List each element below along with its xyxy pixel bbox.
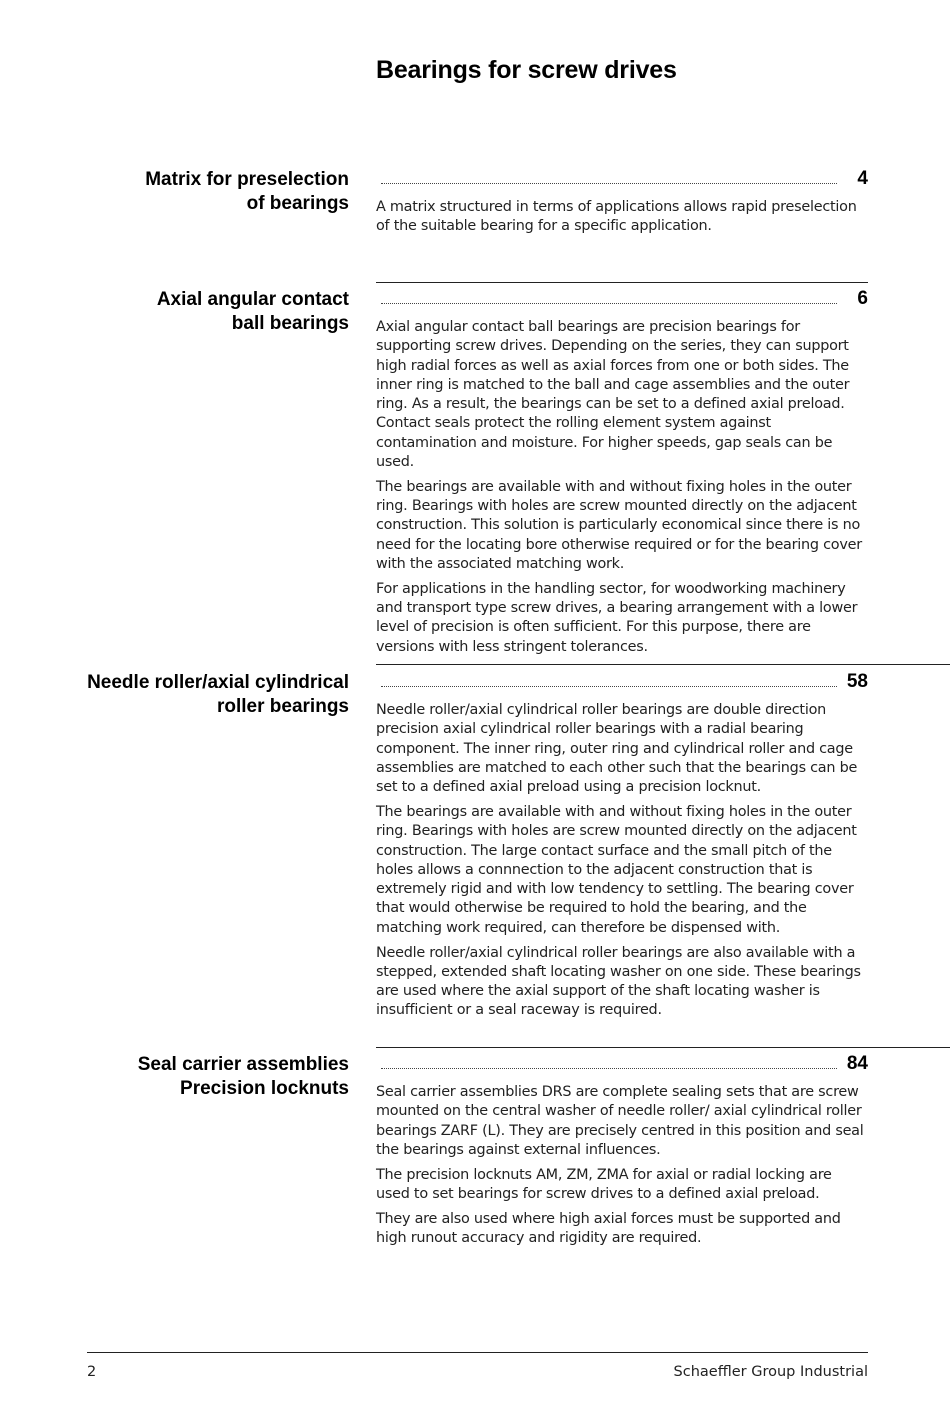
paragraph: For applications in the handling sector, for woodworking machinery and transport type screw drives, a bearing arrangement with a lower level of precision is often sufficient. For this purpose, there are versions with less stringent tolerances.	[376, 580, 858, 655]
heading-line: ball bearings	[231, 313, 349, 334]
heading-line: Matrix for preselection	[145, 169, 349, 190]
section-divider	[376, 664, 950, 665]
paragraph: Needle roller/axial cylindrical roller bearings are also available with a stepped, extended shaft locating washer on one side. These bearings are used where the axial support of the shaft locating washer is insufficient or a seal raceway is required.	[376, 944, 861, 1019]
paragraph: They are also used where high axial forces must be supported and high runout accuracy and rigidity are required.	[376, 1210, 841, 1247]
paragraph: The bearings are available with and without fixing holes in the outer ring. Bearings with holes are screw mounted directly on the adjacent construction. The large contact surface and the small pitch of the holes allows a connnection to the adjacent construction that is extremely rigid and with low tendency to settling. The bearing cover that would otherwise be required to hold the bearing, and the matching work required, can therefore be dispensed with.	[376, 803, 857, 936]
heading-line: roller bearings	[217, 696, 349, 717]
footer-page-number: 2	[87, 1364, 97, 1380]
paragraph: The precision locknuts AM, ZM, ZMA for axial or radial locking are used to set bearings for screw drives to a defined axial preload.	[376, 1166, 832, 1202]
dotted-leader	[381, 302, 837, 304]
footer-divider	[87, 1352, 868, 1353]
paragraph: Seal carrier assemblies DRS are complete sealing sets that are screw mounted on the central washer of needle roller/ axial cylindrical roller bearings ZARF (L). They are precisely centred in this position and seal the bearings against external influences.	[376, 1084, 864, 1158]
heading-line: Needle roller/axial cylindrical	[87, 672, 349, 693]
paragraph: A matrix structured in terms of applications allows rapid preselection of the suitable bearing for a specific application.	[376, 199, 857, 235]
heading-line: Axial angular contact	[156, 289, 349, 310]
section-divider	[376, 1047, 950, 1048]
section-body	[376, 198, 868, 242]
page-reference[interactable]: 84	[846, 1053, 868, 1074]
page-title: Bearings for screw drives	[376, 56, 677, 84]
paragraph: The bearings are available with and without fixing holes in the outer ring. Bearings with holes are screw mounted directly on the adjacent construction. This solution is particularly economical since there is no need for the locating bore otherwise required or for the bearing cover with the associated matching work.	[376, 478, 862, 573]
page-reference[interactable]: 4	[857, 168, 868, 189]
section-body	[376, 1083, 868, 1254]
heading-line: of bearings	[246, 193, 349, 214]
section-heading	[9, 1053, 349, 1101]
page-reference[interactable]: 6	[857, 288, 868, 309]
section-body	[376, 701, 868, 1026]
dotted-leader	[381, 1067, 837, 1069]
section-heading	[9, 671, 349, 719]
heading-line: Seal carrier assemblies	[137, 1054, 349, 1075]
page-reference[interactable]: 58	[846, 671, 868, 692]
section-divider	[376, 282, 868, 283]
section-body	[376, 318, 868, 663]
heading-line: Precision locknuts	[180, 1078, 349, 1099]
footer-brand: Schaeffler Group Industrial	[673, 1364, 868, 1380]
dotted-leader	[381, 182, 837, 184]
paragraph: Axial angular contact ball bearings are precision bearings for supporting screw drives. Depending on the series, they can support high radial forces as well as axial forces from one or both sides. The inner ring is matched to the ball and cage assemblies and the outer ring. As a result, the bearings can be set to a defined axial preload. Contact seals protect the rolling element system against contamination and moisture. For higher speeds, gap seals can be used.	[376, 319, 850, 471]
section-heading	[9, 168, 349, 216]
paragraph: Needle roller/axial cylindrical roller bearings are double direction precision axial cylindrical roller bearings with a radial bearing component. The inner ring, outer ring and cylindrical roller and cage assemblies are matched to each other such that the bearings can be set to a defined axial preload using a precision locknut.	[376, 702, 858, 796]
dotted-leader	[381, 685, 837, 687]
section-heading	[9, 288, 349, 336]
